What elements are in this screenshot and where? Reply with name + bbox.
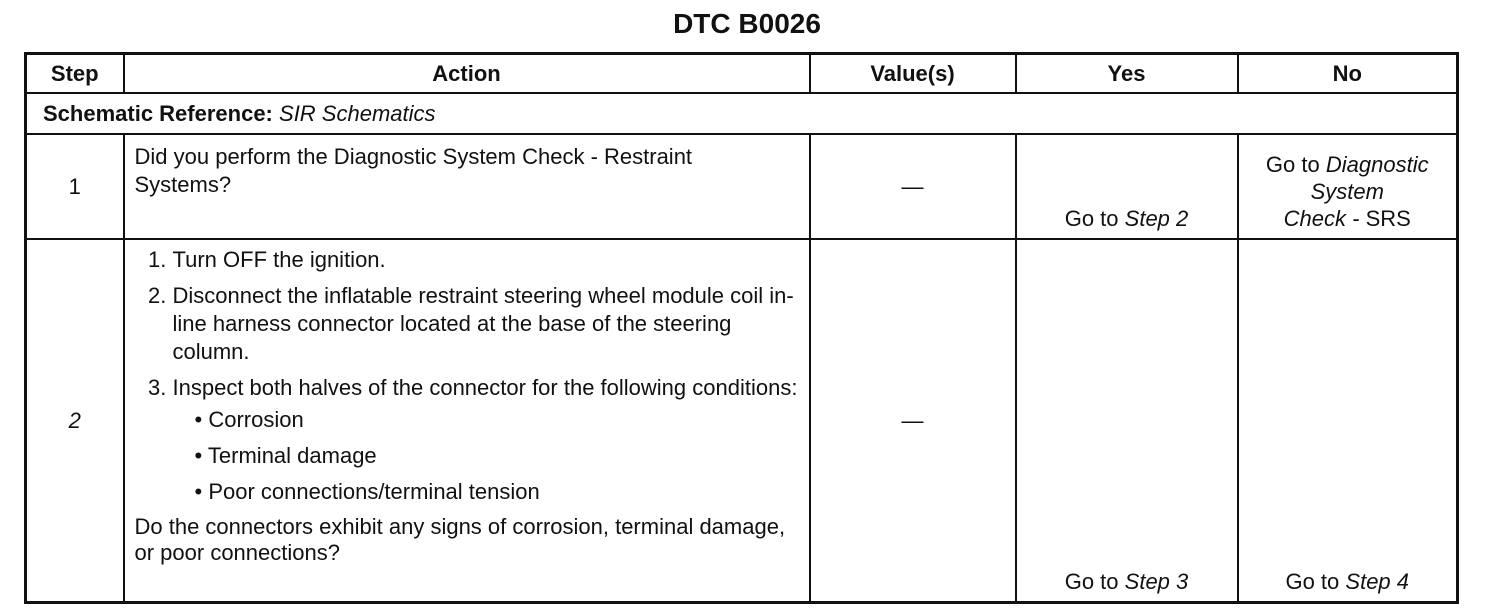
header-step: Step: [26, 54, 124, 94]
no-link-part-a[interactable]: Diagnostic: [1325, 152, 1429, 177]
action-steps: [135, 246, 799, 506]
no-link-part-c[interactable]: Check -: [1283, 206, 1360, 231]
header-yes: Yes: [1016, 54, 1238, 94]
schematic-reference: [26, 93, 1458, 134]
schematic-row: [26, 93, 1458, 134]
page-title: DTC B0026: [673, 8, 821, 39]
step-number: [26, 239, 124, 603]
value-dash: —: [901, 173, 924, 199]
table-row: [26, 239, 1458, 603]
action-step-text: Inspect both halves of the connector for the following conditions:: [172, 375, 798, 400]
diagnostic-table: [24, 52, 1459, 604]
action-step: [173, 374, 799, 506]
value-cell: [810, 239, 1016, 603]
action-question: Do the connectors exhibit any signs of corrosion, terminal damage, or poor connections?: [134, 514, 786, 565]
step-number: 1: [26, 134, 124, 239]
schematic-label: Schematic Reference:: [43, 100, 273, 126]
value-cell: [810, 134, 1016, 239]
yes-cell: [1016, 239, 1238, 603]
no-cell: [1238, 239, 1458, 603]
action-cell: [124, 134, 810, 239]
yes-prefix: Go to: [1064, 206, 1119, 231]
condition-item: • Corrosion: [195, 406, 799, 434]
condition-list: [173, 406, 799, 506]
header-row: [26, 54, 1458, 94]
no-cell: [1238, 134, 1458, 239]
action-step: 2. Disconnect the inflatable restraint steering wheel module coil in-line harness connector located at the base of the steering column.: [173, 282, 799, 366]
no-suffix: SRS: [1365, 206, 1411, 231]
no-prefix: Go to: [1265, 152, 1320, 177]
no-link-part-b[interactable]: System: [1310, 179, 1384, 204]
step-number-text: 2: [68, 407, 81, 433]
header-no: No: [1238, 54, 1458, 94]
yes-step-link[interactable]: Step 2: [1124, 206, 1189, 231]
condition-item: • Poor connections/terminal tension: [195, 478, 799, 506]
condition-item: • Terminal damage: [195, 442, 799, 470]
schematic-link[interactable]: SIR Schematics: [279, 100, 436, 126]
header-values: Value(s): [810, 54, 1016, 94]
value-dash: —: [901, 407, 924, 433]
action-step: 1. Turn OFF the ignition.: [173, 246, 799, 274]
yes-prefix: Go to: [1064, 569, 1119, 594]
action-cell: [124, 239, 810, 603]
table-row: [26, 134, 1458, 239]
no-prefix: Go to: [1285, 569, 1340, 594]
header-action: Action: [124, 54, 810, 94]
action-text: Did you perform the Diagnostic System Check - Restraint Systems?: [134, 144, 693, 197]
yes-cell: [1016, 134, 1238, 239]
yes-step-link[interactable]: Step 3: [1124, 569, 1189, 594]
no-step-link[interactable]: Step 4: [1345, 569, 1410, 594]
